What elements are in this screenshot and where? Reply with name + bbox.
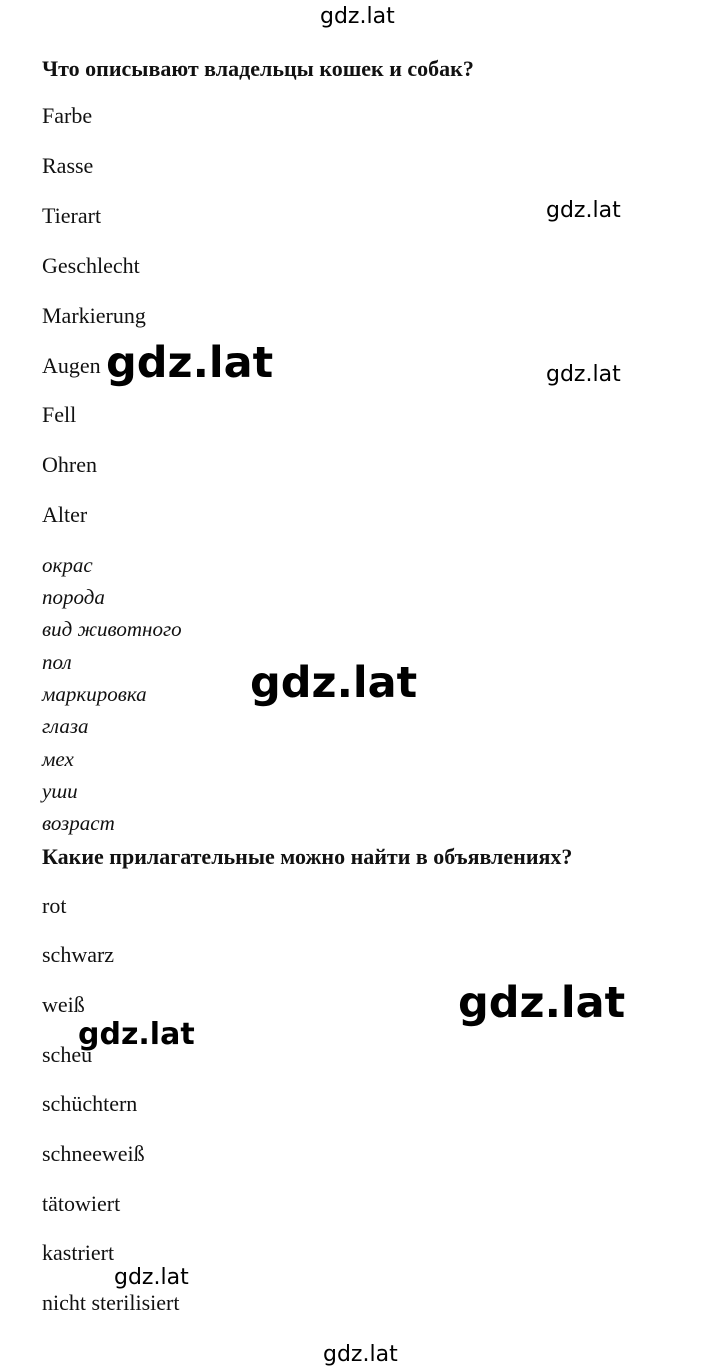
watermark-text: gdz.lat <box>106 338 274 388</box>
word-item: schüchtern <box>42 1091 138 1116</box>
word-item: nicht sterilisiert <box>42 1290 180 1315</box>
watermark-text: gdz.lat <box>320 4 395 29</box>
word-item: Augen <box>42 353 101 378</box>
translation-item: пол <box>42 650 72 674</box>
translation-item: возраст <box>42 811 115 835</box>
watermark-text: gdz.lat <box>546 198 621 223</box>
translation-item: окрас <box>42 553 93 577</box>
word-item: Fell <box>42 402 77 427</box>
word-item: rot <box>42 893 67 918</box>
translation-item: маркировка <box>42 682 147 706</box>
watermark-text: gdz.lat <box>78 1017 195 1052</box>
word-item: schneeweiß <box>42 1141 145 1166</box>
watermark-text: gdz.lat <box>546 362 621 387</box>
translation-item: мех <box>42 747 74 771</box>
watermark-text: gdz.lat <box>458 978 626 1028</box>
translation-item: вид животного <box>42 617 182 641</box>
word-item: tätowiert <box>42 1191 121 1216</box>
word-item: Rasse <box>42 153 94 178</box>
word-item: scheu <box>42 1042 93 1067</box>
word-item: weiß <box>42 992 85 1017</box>
word-item: Alter <box>42 502 88 527</box>
word-item: Tierart <box>42 203 102 228</box>
word-item: Ohren <box>42 452 97 477</box>
watermark-text: gdz.lat <box>323 1342 398 1367</box>
word-item: Geschlecht <box>42 253 140 278</box>
translation-item: порода <box>42 585 105 609</box>
word-item: kastriert <box>42 1240 115 1265</box>
word-item: Markierung <box>42 303 146 328</box>
word-item: Farbe <box>42 103 93 128</box>
translation-item: глаза <box>42 714 89 738</box>
watermark-text: gdz.lat <box>250 658 418 708</box>
word-item: schwarz <box>42 942 115 967</box>
translation-item: уши <box>42 779 78 803</box>
section2-heading: Какие прилагательные можно найти в объявлениях? <box>42 844 573 869</box>
section1-heading: Что описывают владельцы кошек и собак? <box>42 56 474 81</box>
watermark-text: gdz.lat <box>114 1265 189 1290</box>
